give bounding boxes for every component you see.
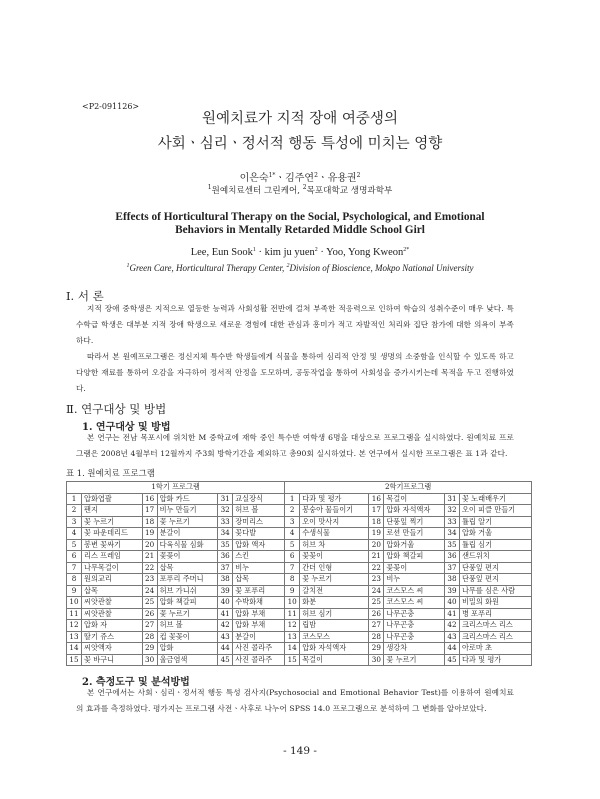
table-session-number: 17 [142,505,157,517]
table-session-number: 28 [369,631,384,643]
aff-en-1: Green Care, Horticultural Therapy Center, [129,263,287,273]
table-session-number: 6 [285,551,300,563]
paper-code: <P2-091126> [82,102,140,111]
table-activity: 압화 자석액자 [300,643,369,655]
program-table [66,481,532,666]
table-session-number: 24 [142,585,157,597]
table-row [67,631,532,643]
table-session-number: 20 [369,539,384,551]
table-activity: 압화 자 [82,620,143,632]
table-session-number: 25 [142,597,157,609]
table-activity: 나무를 심은 사람 [459,585,531,597]
author-en-3-mark: 2* [403,247,410,253]
title-korean-line-2: 사회ㆍ심리ㆍ정서적 행동 특성에 미치는 영향 [157,136,443,152]
table-activity: 꽃 누르기 [82,516,143,528]
table-activity: 샌드위치 [459,551,531,563]
table-session-number: 26 [142,608,157,620]
table-activity: 립밤 [300,620,369,632]
author-ko-3-mark: 2 [356,172,361,179]
table-row [67,643,532,655]
aff-en-2-mark: 2 [286,263,290,269]
table-session-number: 33 [218,516,233,528]
table-activity: 허브 심기 [300,608,369,620]
author-ko-1: 이은숙 [239,173,269,184]
table-activity: 분갈이 [233,631,285,643]
table-session-number: 28 [142,631,157,643]
table-session-number: 44 [444,643,459,655]
table-activity: 화분 [300,597,369,609]
table-activity: 목걸이 [384,493,445,505]
table-activity: 꽃꽂이 [384,562,445,574]
table-session-number: 29 [142,643,157,655]
table-row [67,562,532,574]
table-activity: 압화거울 [384,539,445,551]
aff-en-2: Division of Bioscience, Mokpo National University [289,263,474,273]
table-session-number: 35 [218,539,233,551]
table-row [67,528,532,540]
table-session-number: 30 [369,654,384,666]
table-activity: 컵 꽃꽂이 [157,631,218,643]
table-row [67,505,532,517]
table-activity: 다육식물 심화 [157,539,218,551]
table-session-number: 32 [218,505,233,517]
table-activity: 꽃꽂이 [157,551,218,563]
table-activity: 분갈이 [157,528,218,540]
table-activity: 코스모스 [300,631,369,643]
table-session-number: 16 [369,493,384,505]
aff-ko-1-mark: 1 [207,184,212,191]
table-activity: 비누 만들기 [157,505,218,517]
aff-ko-1: 원예치료센터 그린케어, [211,186,303,196]
introduction-paragraph: 지적 장애 중학생은 지적으로 열등한 능력과 사회성활 전반에 걸쳐 부족한 적응력으로 인하여 학습의 성취수준이 매우 낮다. 특수학급 학생은 대부분 지적 장애 학생으로 새로운 경험에 대한 관심과 흥미가 적고 자발적인 처리와 집단 참가에 대한 의욕이 부족하다. [76,304,514,345]
author-en-sep: · [317,247,327,258]
table-session-number: 2 [67,505,82,517]
table-session-number: 36 [444,551,459,563]
table-activity: 꽃 누르기 [300,574,369,586]
table-session-number: 2 [285,505,300,517]
measurement-body [76,685,514,717]
aff-ko-2-mark: 2 [302,184,307,191]
table-session-number: 34 [218,528,233,540]
table-activity: 튤립 알기 [459,516,531,528]
table-session-number: 23 [142,574,157,586]
table-session-number: 22 [369,562,384,574]
author-en-1-mark: 1 [252,247,256,253]
table-activity: 간더 인형 [300,562,369,574]
table-session-number: 37 [444,562,459,574]
table-activity: 허브 차 [300,539,369,551]
title-english-line-2: Behaviors in Mentally Retarded Middle School Girl [175,224,425,236]
table-activity: 팬지 [82,505,143,517]
table-session-number: 18 [369,516,384,528]
author-en-sep: · [255,247,265,258]
table-activity: 비누 [384,574,445,586]
table-session-number: 5 [285,539,300,551]
table-session-number: 3 [67,516,82,528]
table-session-number: 19 [142,528,157,540]
table-session-number: 7 [67,562,82,574]
table-caption: 표 1. 원예치료 프로그램 [66,468,155,478]
table-session-number: 27 [369,620,384,632]
author-en-2: kim ju yuen [264,247,315,258]
page-number: - 149 - [283,745,317,757]
table-session-number: 11 [285,608,300,620]
table-session-number: 13 [285,631,300,643]
table-activity: 압화 카드 [157,493,218,505]
table-session-number: 42 [218,620,233,632]
title-english-line-1: Effects of Horticultural Therapy on the Social, Psychological, and Emotional [115,211,485,223]
aff-ko-2: 목포대학교 생명과학부 [306,186,393,196]
author-ko-sep: ㆍ [275,173,286,184]
table-session-number: 3 [285,516,300,528]
table-row [67,620,532,632]
table-activity: 꽃 파운데리드 [82,528,143,540]
table-row [67,608,532,620]
table-activity: 삽목 [157,562,218,574]
table-session-number: 9 [67,585,82,597]
author-en-3: Yoo, Yong Kweon [326,247,404,258]
subjects-body [76,430,514,462]
introduction-body [76,301,514,397]
table-session-number: 38 [218,574,233,586]
table-session-number: 31 [444,493,459,505]
author-ko-2: 김주연 [285,173,315,184]
table-activity: 꽃꽂이 [300,551,369,563]
table-activity: 꽃 노래배우기 [459,493,531,505]
table-session-number: 31 [218,493,233,505]
table-session-number: 17 [369,505,384,517]
table-activity: 포푸리 주머니 [157,574,218,586]
table-activity: 꽃 바구니 [82,654,143,666]
table-session-number: 14 [285,643,300,655]
table-session-number: 38 [444,574,459,586]
table-session-number: 9 [285,585,300,597]
table-row [67,551,532,563]
author-ko-3: 유용권 [327,173,357,184]
table-activity: 봉변 꽃싸기 [82,539,143,551]
table-row [67,539,532,551]
table-session-number: 40 [218,597,233,609]
table-activity: 튤립 심기 [459,539,531,551]
table-activity: 단풍잎 찍기 [384,516,445,528]
table-activity: 목걸이 [300,654,369,666]
table-row [67,516,532,528]
table-activity: 사진 콜라주 [233,654,285,666]
authors-english [0,247,600,258]
introduction-paragraph: 따라서 본 원예프로그램은 정신지체 특수반 학생들에게 식물을 통하여 심리적 안정 및 생명의 소중함을 인식할 수 있도록 하고 다양한 재료를 통하여 오감을 자극하여 정서적 안정을 도모하며, 공동작업을 통하여 사회성을 증가시키는데 목적을 두고 진행하였다. [76,352,514,393]
table-activity: 원의교리 [82,574,143,586]
table-activity: 장미리스 [233,516,285,528]
table-activity: 아로마 초 [459,643,531,655]
table-activity: 크리스마스 리스 [459,620,531,632]
table-activity: 씨앗액자 [82,643,143,655]
table-session-number: 34 [444,528,459,540]
table-session-number: 11 [67,608,82,620]
table-activity: 압화 거울 [459,528,531,540]
table-activity: 압화 [157,643,218,655]
table-activity: 씨앗관찰 [82,608,143,620]
subsection-heading-subjects: 1. 연구대상 및 방법 [82,422,171,433]
table-session-number: 32 [444,505,459,517]
title-korean-line-1: 원예치료가 지적 장애 여중생의 [202,111,398,127]
table-session-number: 15 [67,654,82,666]
table-activity: 압화엽괄 [82,493,143,505]
table-row [67,574,532,586]
table-activity: 압화 자석액자 [384,505,445,517]
table-row [67,493,532,505]
table-activity: 크리스마스 리스 [459,631,531,643]
table-session-number: 1 [67,493,82,505]
table-session-number: 36 [218,551,233,563]
authors-korean [0,169,600,184]
table-session-number: 23 [369,574,384,586]
author-ko-1-mark: 1* [268,172,276,179]
table-activity: 딸기 쥬스 [82,631,143,643]
table-activity: 리스 프레임 [82,551,143,563]
table-session-number: 42 [444,620,459,632]
table-activity: 로션 만들기 [384,528,445,540]
table-activity: 허브 볼 [157,620,218,632]
table-session-number: 1 [285,493,300,505]
table-session-number: 7 [285,562,300,574]
table-session-number: 20 [142,539,157,551]
table-activity: 수박화채 [233,597,285,609]
table-session-number: 35 [444,539,459,551]
table-session-number: 41 [444,608,459,620]
table-session-number: 14 [67,643,82,655]
table-session-number: 6 [67,551,82,563]
table-session-number: 18 [142,516,157,528]
table-activity: 나무목걸이 [82,562,143,574]
table-activity: 수생식물 [300,528,369,540]
section-heading-methods: Ⅱ. 연구대상 및 방법 [66,402,167,416]
affiliation-english [0,263,600,273]
table-session-number: 25 [369,597,384,609]
table-activity: 압화 부채 [233,620,285,632]
table-session-number: 15 [285,654,300,666]
table-session-number: 33 [444,516,459,528]
table-session-number: 10 [67,597,82,609]
table-activity: 생강차 [384,643,445,655]
table-session-number: 44 [218,643,233,655]
table-session-number: 4 [67,528,82,540]
table-activity: 갈치전 [300,585,369,597]
table-session-number: 19 [369,528,384,540]
affiliation-korean [0,184,600,196]
table-session-number: 41 [218,608,233,620]
table-activity: 병 포푸리 [459,608,531,620]
table-session-number: 12 [67,620,82,632]
table-session-number: 8 [67,574,82,586]
table-activity: 압화 책갈피 [157,597,218,609]
table-activity: 단풍잎 편지 [459,574,531,586]
table-activity: 사진 콜라주 [233,643,285,655]
table-activity: 교실장식 [233,493,285,505]
aff-en-1-mark: 1 [126,263,130,269]
table-activity: 삽목 [82,585,143,597]
table-row [67,597,532,609]
table-session-number: 4 [285,528,300,540]
table-activity: 다과 및 평가 [459,654,531,666]
table-activity: 꽃 누르기 [157,608,218,620]
table-session-number: 30 [142,654,157,666]
table-session-number: 26 [369,608,384,620]
table-session-number: 45 [444,654,459,666]
table-activity: 오이 피클 만들기 [459,505,531,517]
table-activity: 다과 및 평가 [300,493,369,505]
table-activity: 삽목 [233,574,285,586]
table-session-number: 10 [285,597,300,609]
table-activity: 꽃 포푸리 [233,585,285,597]
table-session-number: 5 [67,539,82,551]
table-session-number: 27 [142,620,157,632]
table-activity: 압화 부채 [233,608,285,620]
table-activity: 봉숭아 물들이기 [300,505,369,517]
table-activity: 오이 맛사지 [300,516,369,528]
author-ko-2-mark: 2 [314,172,318,179]
author-en-1: Lee, Eun Sook [190,247,253,258]
table-session-number: 8 [285,574,300,586]
table-activity: 단풍잎 편지 [459,562,531,574]
table-activity: 압화 책갈피 [384,551,445,563]
table-session-number: 12 [285,620,300,632]
table-activity: 꽃 누르기 [384,654,445,666]
table-activity: 울금염색 [157,654,218,666]
table-activity: 나무곤충 [384,608,445,620]
semester-2-header: 2학기프로그램 [285,482,532,494]
table-session-number: 16 [142,493,157,505]
table-session-number: 45 [218,654,233,666]
table-session-number: 43 [218,631,233,643]
subjects-paragraph: 본 연구는 전남 목포시에 위치한 M 중학교에 재학 중인 특수반 여학생 6명을 대상으로 프로그램을 실시하였다. 원예치료 프로그램은 2008년 4월부터 12월까지 주3회 방학기간을 제외하고 총90회 실시하였다. 본 연구에서 실시한 프로그램은 표 1과 같다. [76,433,514,458]
subsection-heading-measurement: 2. 측정도구 및 분석방법 [82,677,190,688]
table-activity: 나무곤충 [384,620,445,632]
table-row [67,654,532,666]
table-session-number: 43 [444,631,459,643]
author-ko-sep: ㆍ [317,173,328,184]
table-session-number: 29 [369,643,384,655]
table-activity: 꽃 누르기 [157,516,218,528]
semester-1-header: 1학기 프로그램 [67,482,285,494]
table-row [67,585,532,597]
table-session-number: 39 [218,585,233,597]
table-activity: 허브 볼 [233,505,285,517]
table-session-number: 22 [142,562,157,574]
table-activity: 꽃다발 [233,528,285,540]
table-session-number: 21 [142,551,157,563]
table-activity: 비밀의 화원 [459,597,531,609]
section-heading-introduction: Ⅰ. 서 론 [66,289,104,303]
author-en-2-mark: 2 [314,247,318,253]
table-session-number: 37 [218,562,233,574]
table-session-number: 39 [444,585,459,597]
table-activity: 허브 가니쉬 [157,585,218,597]
table-activity: 씨앗관찰 [82,597,143,609]
table-activity: 비누 [233,562,285,574]
table-session-number: 13 [67,631,82,643]
table-activity: 스킨 [233,551,285,563]
table-activity: 나무곤충 [384,631,445,643]
table-activity: 코스모스 씨 [384,585,445,597]
table-session-number: 24 [369,585,384,597]
table-activity: 코스모스 씨 [384,597,445,609]
table-session-number: 21 [369,551,384,563]
table-header-row [67,482,532,494]
table-session-number: 40 [444,597,459,609]
table-activity: 압화 액자 [233,539,285,551]
measurement-paragraph: 본 연구에서는 사회ㆍ심리ㆍ정서적 행동 특성 검사지(Psychosocial and Emotional Behavior Test)를 이용하여 원예치료의 효과를 측정하였다. 평가지는 프로그램 사전ㆍ사후로 나누어 SPSS 14.0 프로그램으로 분석하여 그 변화를 알아보았다. [76,688,514,713]
